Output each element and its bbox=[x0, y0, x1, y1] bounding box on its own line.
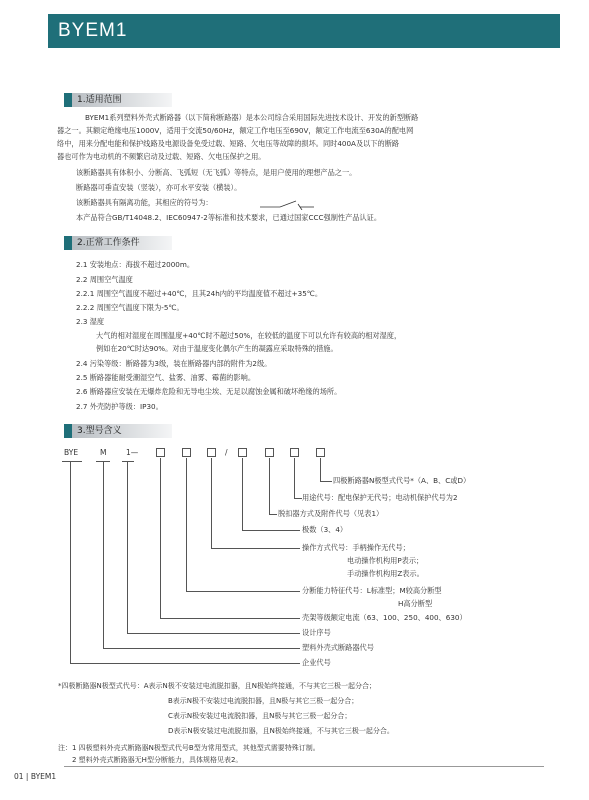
scope-line: 本产品符合GB/T14048.2、IEC60947-2等标准和技术要求，已通过国家CCC强制性产品认证。 bbox=[76, 213, 382, 222]
code-box-poles bbox=[238, 448, 247, 457]
code-prefix-design: 1— bbox=[126, 448, 139, 457]
code-box-breaking bbox=[182, 448, 191, 457]
condition-line: 大气的相对湿度在周围温度+40℃时不超过50%，在较低的温度下可以允许有较高的相对湿度， bbox=[96, 331, 402, 340]
npole-line: C表示N极安装过电流脱扣器，且N极与其它三极一起分合； bbox=[168, 712, 352, 720]
scope-line: 断路器可垂直安装（竖装），亦可水平安装（横装）。 bbox=[76, 183, 242, 192]
code-box-current bbox=[156, 448, 165, 457]
code-slash: / bbox=[225, 448, 228, 457]
legend-operation-p: 电动操作机构用P表示； bbox=[347, 556, 424, 565]
section-label: 2.正常工作条件 bbox=[77, 238, 140, 248]
code-box-release bbox=[265, 448, 274, 457]
page-footer: 01 | BYEM1 bbox=[14, 772, 57, 781]
legend-current: 壳架等级额定电流（63、100、250、400、630） bbox=[302, 613, 467, 622]
condition-line: 2.4 污染等级：断路器为3级，装在断路器内部的附件为2级。 bbox=[76, 359, 272, 368]
legend-operation: 操作方式代号：手柄操作无代号； bbox=[302, 543, 410, 552]
legend-usage: 用途代号：配电保护无代号；电动机保护代号为2 bbox=[302, 493, 458, 502]
section-label: 1.适用范围 bbox=[77, 95, 122, 105]
section-heading-conditions bbox=[64, 236, 172, 250]
condition-line: 2.6 断路器应安装在无爆炸危险和无导电尘埃、无足以腐蚀金属和破坏绝缘的场所。 bbox=[76, 387, 342, 396]
scope-line: BYEM1系列塑料外壳式断路器（以下简称断路器）是本公司综合采用国际先进技术设计、开发的新型断路 bbox=[85, 113, 419, 122]
legend-npole: 四极断路器N极型式代号*（A、B、C或D） bbox=[333, 476, 471, 485]
npole-line: D表示N极安装过电流脱扣器，且N极始终接通，不与其它三极一起分合。 bbox=[168, 727, 394, 735]
code-box-operation bbox=[207, 448, 216, 457]
legend-type: 塑料外壳式断路器代号 bbox=[302, 643, 374, 652]
code-prefix-enterprise: BYE bbox=[64, 448, 79, 457]
legend-poles: 极数（3、4） bbox=[302, 525, 348, 534]
legend-operation-z: 手动操作机构用Z表示。 bbox=[347, 569, 424, 578]
scope-line: 器也可作为电动机的不频繁启动及过载、短路、欠电压保护之用。 bbox=[57, 152, 266, 161]
condition-line: 2.2 周围空气温度 bbox=[76, 275, 133, 284]
condition-line: 2.2.2 周围空气温度下限为-5℃。 bbox=[76, 303, 184, 312]
condition-line: 2.7 外壳防护等级：IP30。 bbox=[76, 402, 163, 411]
scope-line: 器之一。其额定绝缘电压1000V，适用于交流50/60Hz，额定工作电压至690V，额定工作电流至630A的配电网 bbox=[57, 126, 414, 135]
condition-line: 例如在20℃时达90%。对由于温度变化偶尔产生的凝露应采取特殊的措施。 bbox=[96, 344, 338, 353]
scope-line: 络中，用来分配电能和保护线路及电源设备免受过载、短路、欠电压等故障的损坏。同时400A及以下的断路 bbox=[57, 139, 400, 148]
note-line: 2 塑料外壳式断路器无H型分断能力，具体规格见表2。 bbox=[72, 756, 243, 764]
condition-line: 2.5 断路器能耐受潮湿空气、盐雾、油雾、霉菌的影响。 bbox=[76, 373, 256, 382]
code-box-usage bbox=[290, 448, 299, 457]
legend-enterprise: 企业代号 bbox=[302, 658, 331, 667]
note-line: 注：1 四极塑料外壳式断路器N极型式代号B型为常用型式，其他型式需要特殊订制。 bbox=[58, 744, 320, 752]
code-box-npole bbox=[316, 448, 325, 457]
condition-line: 2.1 安装地点：海拔不超过2000m。 bbox=[76, 260, 195, 269]
npole-line: B表示N极不安装过电流脱扣器，且N极与其它三极一起分合； bbox=[168, 697, 359, 705]
section-label: 3.型号含义 bbox=[77, 426, 122, 436]
scope-line: 该断路器具有体积小、分断高、飞弧短（无飞弧）等特点，是用户使用的理想产品之一。 bbox=[76, 168, 357, 177]
code-prefix-type: M bbox=[100, 448, 107, 457]
legend-breaking: 分断能力特征代号：L标准型；M较高分断型 bbox=[302, 586, 442, 595]
section-heading-scope bbox=[64, 93, 172, 107]
npole-line: *四极断路器N极型式代号：A表示N极不安装过电流脱扣器，且N极始终接通，不与其它三极一起分合； bbox=[58, 682, 376, 690]
condition-line: 2.2.1 周围空气温度不超过+40℃，且其24h内的平均温度值不超过+35℃。 bbox=[76, 289, 323, 298]
footer-divider bbox=[64, 766, 544, 767]
legend-breaking-h: H高分断型 bbox=[398, 599, 433, 608]
legend-release: 脱扣器方式及附件代号（见表1） bbox=[278, 509, 384, 518]
condition-line: 2.3 湿度 bbox=[76, 317, 105, 326]
isolation-symbol-icon bbox=[258, 200, 318, 210]
page-title: BYEM1 bbox=[58, 20, 128, 41]
scope-line: 该断路器具有隔离功能，其相应的符号为： bbox=[76, 198, 213, 207]
section-heading-model bbox=[64, 424, 172, 438]
legend-design: 设计序号 bbox=[302, 628, 331, 637]
